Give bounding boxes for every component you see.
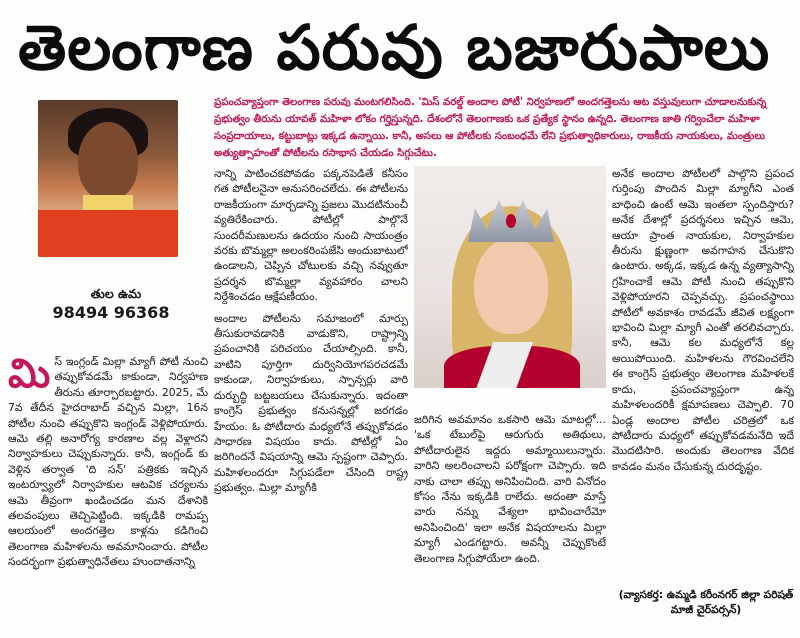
page-title: తెలంగాణ పరువు బజారుపాలు xyxy=(18,11,771,84)
column-4-text: అనేక అందాల పోటీలలో పాల్గొని ప్రపంచ గుర్తింపు పొందిన మిల్లా మ్యాగీని ఎంత బాధించి ఉంటే ఆమె ఇంతలా స్పందిస్తారు? అనేక దేశాల్లో ప్రదర్శనలు ఇచ్చిన ఆమె, ఆయా ప్రాంత నాయకుల, నిర్వాహకుల తీరును క్షుణ్ణంగా అవగాహన చేసుకొని ఉంటారు. అక్కడ, ఇక్కడ ఉన్న వ్యత్యాసాన్ని గ్రహించాకే ఆమె పోటీ నుంచి తప్పుకొని వెళ్లిపోయారని చెప్పవచ్చు. ప్రపంచస్థాయి పోటీలో అవకాశం రావడమే జీవిత లక్ష్యంగా భావించి మిల్లా మ్యాగీ ఎంతో తరలివచ్చారు. కానీ, ఆమె కల మధ్యలోనే కల్ల అయిపోయింది. మహిళలను గౌరవించలేని ఈ కాంగ్రెస్ ప్రభుత్వం తెలంగాణ మహిళలకే కాదు, ప్రపంచవ్యాప్తంగా ఉన్న మహిళలందరికీ క్షమాపణలు చెప్పాలి. 70 ఏండ్ల అందాల పోటీల చరిత్రలో ఒక పోటీదారు మధ్యలో తప్పుకోవడమనేది ఇదే మొదటిసారి. అందుకు తెలంగాణ వేదిక కావడం మనం చేసుకున్న దురదృష్టం. xyxy=(612,167,794,473)
crown-gem-icon xyxy=(506,214,516,228)
author-photo xyxy=(38,100,178,257)
article-column-3 xyxy=(414,412,606,638)
column-2-paragraph-2: అందాల పోటీలను సమాజంలో మార్పు తీసుకురావడానికి వాడుకొని, రాష్ట్రాన్ని ప్రపంచానికి పరిచయం చేయాల్సింది. కానీ, వాటిని పూర్తిగా దుర్వినియోగపరచడమే కాకుండా, నిర్వాహకులు, స్పాన్సర్లు వారి దుర్బుద్ధి బట్టబయలు చేసుకున్నారు. ఇదంతా కాంగ్రెస్ ప్రభుత్వం కనుసన్నల్లో జరగడం హేయం. ఓ పోటీదారు మధ్యలోనే తప్పుకోవడం సాధారణ విషయం కాదు. పోటీల్లో ఏం జరిగిందనే విషయాన్ని ఆమె స్పష్టంగా చెప్పారు. మహిళలందరూ సిగ్గుపడేలా చేసింది రాష్ట్ర ప్రభుత్వం. మిల్లా మ్యాగీకి xyxy=(214,311,408,495)
photo-face xyxy=(474,238,548,334)
author-phone: 98494 96368 xyxy=(52,303,170,322)
miss-england-photo xyxy=(414,166,606,388)
drop-cap: మి xyxy=(8,354,51,397)
article-column-4 xyxy=(612,166,794,578)
article-intro: ప్రపంచవ్యాప్తంగా తెలంగాణ పరువు మంటగలిసింది. 'మిస్ వరల్డ్ అందాల పోటీ' నిర్వహణలో అందగత్తెలను ఆట వస్తువులుగా చూడాలనుకున్న ప్రభుత్వం తీరును యావత్ మహిళా లోకం గర్హిస్తున్నది. దేశంలోనే తెలంగాణకు ఒక ప్రత్యేక స్థానం ఉన్నది. తెలంగాణ జాతి గర్వించేలా మహిళా సంప్రదాయాలు, కట్టుబాట్లు ఇక్కడ ఉన్నాయి. కానీ, అసలు ఆ పోటీలకు సంబంధమే లేని ప్రభుత్వాధికారులు, రాజకీయ నాయకులు, మంత్రులు అత్యుత్సాహంతో పోటీలను రసాభాస చేయడం సిగ్గుచేటు. xyxy=(214,97,767,159)
column-2-paragraph-1: నాన్ని పాటించకపోవడం పక్కనపెడితే కనీసం గత పోటీలనైనా అనుసరించలేదు. ఈ పోటీలను రాజకీయంగా మార్చడాన్ని ప్రజలు మొదటినుంచీ వ్యతిరేకించారు. పోటీల్లో పాల్గొనే సుందరీమణులను ఉదయం నుంచి సాయంత్రం వరకు బొమ్మల్లా అలంకరింపజేసి అందుబాటులో ఉండాలని, చెప్పిన చోటులకు వచ్చి నవ్వుతూ ప్రదర్శన బొమ్మల్లా వ్యవహారం చాలని నిర్దేశించడం ఆక్షేపణీయం. xyxy=(214,167,408,304)
author-credit: (వ్యాసకర్త: ఉమ్మడి కరీంనగర్ జిల్లా పరిషత్ మాజీ చైర్‌పర్సన్) xyxy=(618,589,794,616)
article-column-1 xyxy=(8,354,208,638)
article-column-2 xyxy=(214,166,408,638)
author-photo-face xyxy=(78,122,138,200)
author-photo-saree xyxy=(38,210,178,257)
author-name: తుల ఉమ xyxy=(90,286,142,301)
column-1-text: స్ ఇంగ్లండ్ మిల్లా మ్యాగీ పోటీ నుంచి తప్పుకోవడమే కాకుండా, నిర్వహణ తీరును తూర్పారబట్టారు. 2025, మే 7వ తేదీన హైదరాబాద్ వచ్చిన మిల్లా, 16న పోటీల నుంచి తప్పుకొని ఇంగ్లండ్ వెళ్లిపోయారు. ఆమె తల్లి అనారోగ్య కారణాల వల్ల వెళ్లారని నిర్వాహకులు చెప్పుకున్నారు. కానీ, ఇంగ్లండ్ కు వెళ్లిన తర్వాత 'ది సన్' పత్రికకు ఇచ్చిన ఇంటర్వ్యూలో నిర్వాహకుల ఆటవిక చర్యలను ఆమె తీవ్రంగా ఖండించడం మన దేశానికి తలవంపులు తెచ్చిపెట్టింది. ఇక్కడికి రామప్ప ఆలయంలో అందగత్తెల కాళ్లను కడిగించి తెలంగాణ మహిళలను అవమానించారు. పోటీల సందర్భంగా ప్రభుత్వాధినేతలు హుందాతనాన్ని xyxy=(8,355,208,569)
column-3-text: జరిగిన అవమానం ఒకసారి ఆమె మాటల్లో... 'ఒక టేబుల్‌పై ఆరుగురు అతిథులు, పోటీదారులైన ఇద్దరు అమ్మాయిలున్నారు. వారిని అలరించాలని పరోక్షంగా చెప్పారు. ఇది నాకు చాలా తప్పు అనిపించింది. వారి వినోదం కోసం నేను ఇక్కడికి రాలేదు. అదంతా మాస్తే వారు నన్ను వేశ్యలా భావించారేమో అనిపించింది' ఇలా అనేక విషయాలను మిల్లా మ్యాగీ ఎండగట్టారు. అవన్నీ చెప్పుకొంటే తెలంగాణ సిగ్గుపోయేలా ఉంది. xyxy=(414,413,606,565)
